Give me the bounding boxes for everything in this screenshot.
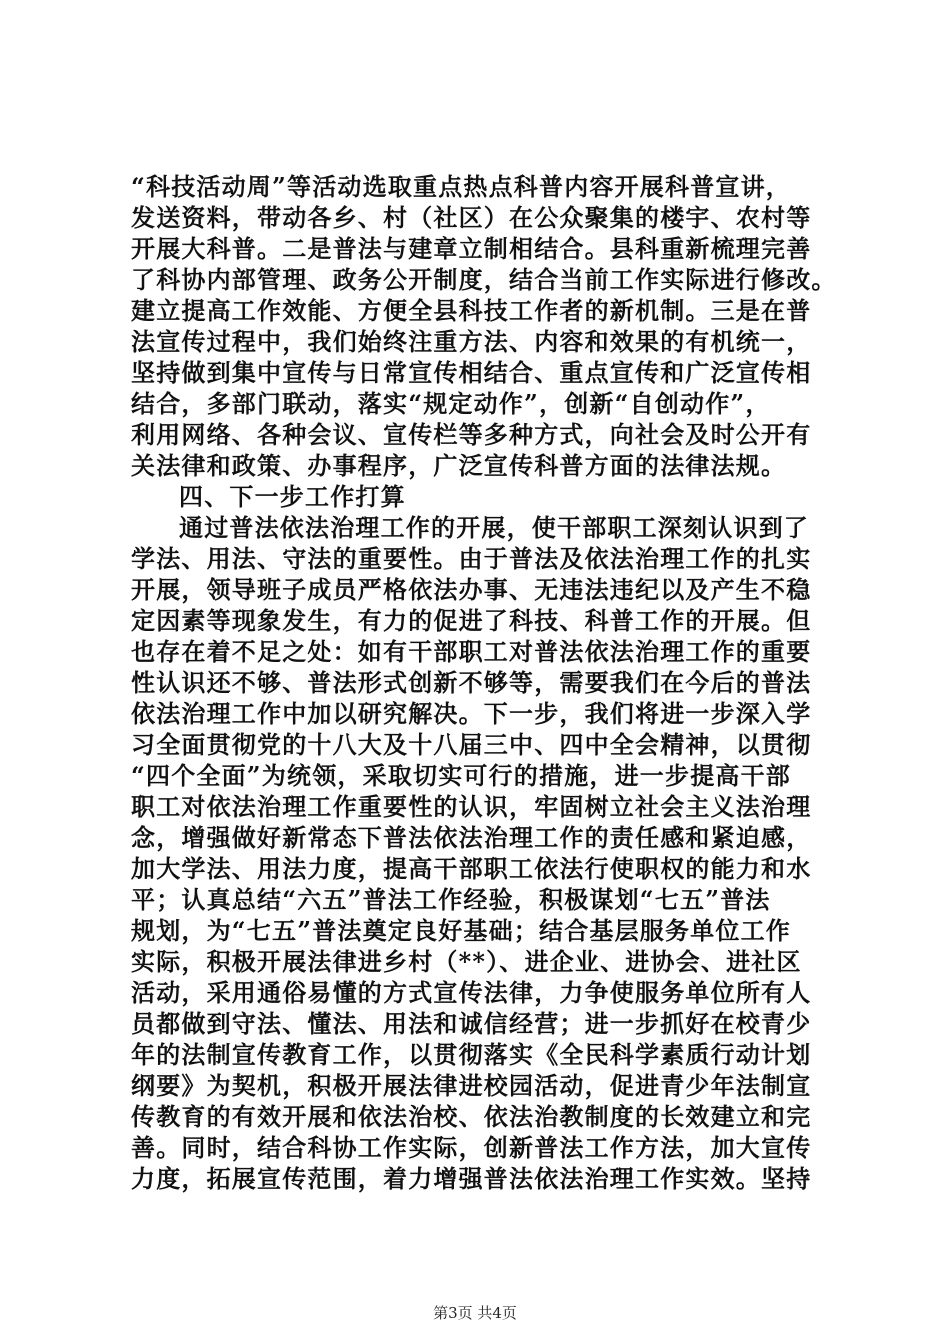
text-line: 性认识还不够、普法形式创新不够等，需要我们在今后的普法 xyxy=(131,668,812,697)
text-line: 员都做到守法、懂法、用法和诚信经营；进一步抓好在校青少 xyxy=(131,1009,812,1038)
text-line: 建立提高工作效能、方便全县科技工作者的新机制。三是在普 xyxy=(131,296,812,325)
section-heading: 四、下一步工作打算 xyxy=(179,482,406,511)
text-line: 法宣传过程中，我们始终注重方法、内容和效果的有机统一， xyxy=(131,327,812,356)
text-line: “科技活动周”等活动选取重点热点科普内容开展科普宣讲， xyxy=(131,172,792,201)
text-line: 实际，积极开展法律进乡村（**）、进企业、进协会、进社区 xyxy=(131,947,802,976)
text-line: 力度，拓展宣传范围，着力增强普法依法治理工作实效。坚持 xyxy=(131,1164,812,1193)
text-line: 纲要》为契机，积极开展法律进校园活动，促进青少年法制宣 xyxy=(131,1071,812,1100)
text-line: 定因素等现象发生，有力的促进了科技、科普工作的开展。但 xyxy=(131,606,812,635)
text-line: 加大学法、用法力度，提高干部职工依法行使职权的能力和水 xyxy=(131,854,812,883)
text-line: 善。同时，结合科协工作实际，创新普法工作方法，加大宣传 xyxy=(131,1133,812,1162)
text-line: 念，增强做好新常态下普法依法治理工作的责任感和紧迫感， xyxy=(131,823,812,852)
text-line: 坚持做到集中宣传与日常宣传相结合、重点宣传和广泛宣传相 xyxy=(131,358,812,387)
text-line: 依法治理工作中加以研究解决。下一步，我们将进一步深入学 xyxy=(131,699,812,728)
text-line: 平；认真总结“六五”普法工作经验，积极谋划“七五”普法 xyxy=(131,885,771,914)
text-line: 开展大科普。二是普法与建章立制相结合。县科重新梳理完善 xyxy=(131,234,812,263)
text-line: 传教育的有效开展和依法治校、依法治教制度的长效建立和完 xyxy=(131,1102,812,1131)
page-footer: 第3页 共4页 xyxy=(433,1304,517,1322)
text-line: 年的法制宣传教育工作，以贯彻落实《全民科学素质行动计划 xyxy=(131,1040,812,1069)
text-line: 习全面贯彻党的十八大及十八届三中、四中全会精神，以贯彻 xyxy=(131,730,812,759)
text-line: 开展，领导班子成员严格依法办事、无违法违纪以及产生不稳 xyxy=(131,575,812,604)
text-line: 关法律和政策、办事程序，广泛宣传科普方面的法律法规。 xyxy=(131,451,787,480)
text-line: “四个全面”为统领，采取切实可行的措施，进一步提高干部 xyxy=(131,761,792,790)
text-line: 也存在着不足之处：如有干部职工对普法依法治理工作的重要 xyxy=(131,637,812,666)
text-line: 了科协内部管理、政务公开制度，结合当前工作实际进行修改。 xyxy=(131,265,837,294)
text-line: 结合，多部门联动，落实“规定动作”，创新“自创动作”， xyxy=(131,389,771,418)
text-line: 学法、用法、守法的重要性。由于普法及依法治理工作的扎实 xyxy=(131,544,812,573)
text-line: 职工对依法治理工作重要性的认识，牢固树立社会主义法治理 xyxy=(131,792,812,821)
text-line: 发送资料，带动各乡、村（社区）在公众聚集的楼宇、农村等 xyxy=(131,203,812,232)
body-text xyxy=(131,171,837,1194)
text-line: 利用网络、各种会议、宣传栏等多种方式，向社会及时公开有 xyxy=(131,420,812,449)
text-line: 通过普法依法治理工作的开展，使干部职工深刻认识到了 xyxy=(179,513,809,542)
text-line: 规划，为“七五”普法奠定良好基础；结合基层服务单位工作 xyxy=(131,916,792,945)
text-line: 活动，采用通俗易懂的方式宣传法律，力争使服务单位所有人 xyxy=(131,978,812,1007)
